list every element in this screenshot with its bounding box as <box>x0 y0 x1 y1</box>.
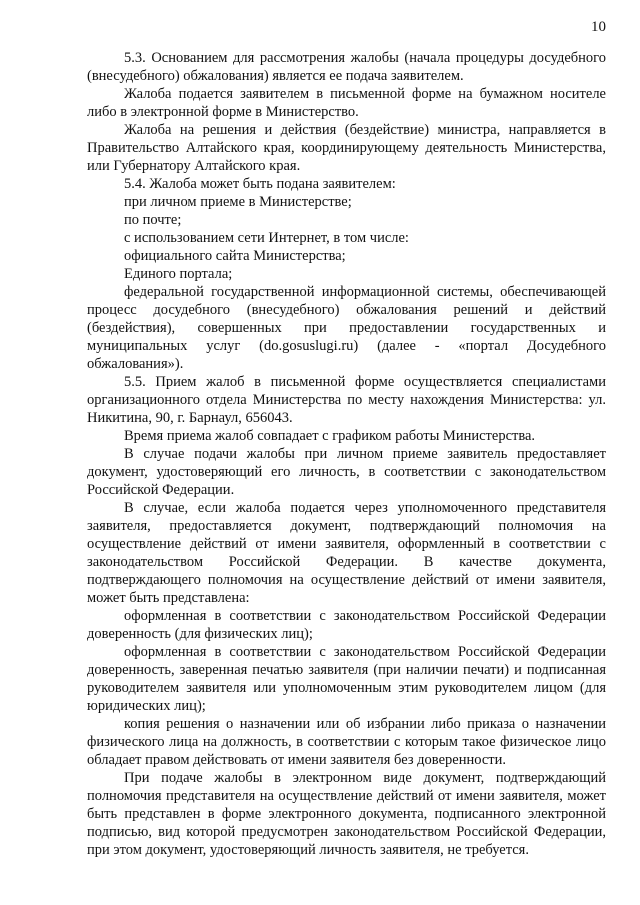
list-item: оформленная в соответствии с законодательством Российской Федерации доверенность (для физических лиц); <box>87 608 606 642</box>
page-number: 10 <box>591 19 606 35</box>
paragraph-5-4: 5.4. Жалоба может быть подана заявителем: <box>124 176 396 192</box>
paragraph-5-3: 5.3. Основанием для рассмотрения жалобы (начала процедуры досудебного (внесудебного) обжалования) является ее подача заявителем. <box>87 50 606 84</box>
paragraph: Жалоба на решения и действия (бездействие) министра, направляется в Правительство Алтайского края, координирующему деятельность Министерства, или Губернатору Алтайского края. <box>87 122 606 174</box>
list-item: по почте; <box>124 212 182 228</box>
paragraph-5-5: 5.5. Прием жалоб в письменной форме осуществляется специалистами организационного отдела Министерства по месту нахождения Министерства: ул. Никитина, 90, г. Барнаул, 656043. <box>87 374 606 426</box>
paragraph: В случае подачи жалобы при личном приеме заявитель предоставляет документ, удостоверяющий его личность, в соответствии с законодательством Российской Федерации. <box>87 446 606 498</box>
list-item: Единого портала; <box>124 266 233 282</box>
paragraph: Время приема жалоб совпадает с графиком работы Министерства. <box>124 428 536 444</box>
list-item: федеральной государственной информационной системы, обеспечивающей процесс досудебного (внесудебного) обжалования решений и действий (бездействия), совершенных при предоставлении государственных и муниципальных услуг (do.gosuslugi.ru) (далее - «портал Досудебного обжалования»). <box>87 284 606 372</box>
paragraph: При подаче жалобы в электронном виде документ, подтверждающий полномочия представителя на осуществление действий от имени заявителя, может быть представлен в форме электронного документа, подписанного электронной подписью, вид которой предусмотрен законодательством Российской Федерации, при этом документ, удостоверяющий личность заявителя, не требуется. <box>87 770 606 858</box>
list-item: оформленная в соответствии с законодательством Российской Федерации доверенность, заверенная печатью заявителя (при наличии печати) и подписанная руководителем заявителя или уполномоченным этим руководителем лицом (для юридических лиц); <box>87 644 606 714</box>
list-item: с использованием сети Интернет, в том числе: <box>124 230 409 246</box>
list-item: официального сайта Министерства; <box>124 248 346 264</box>
paragraph: В случае, если жалоба подается через уполномоченного представителя заявителя, предоставляется документ, подтверждающий полномочия на осуществление действий от имени заявителя, оформленный в соответствии с законодательством Российской Федерации. В качестве документа, подтверждающего полномочия на осуществление действий от имени заявителя, может быть представлена: <box>87 500 606 606</box>
document-body <box>87 49 606 859</box>
list-item: при личном приеме в Министерстве; <box>124 194 352 210</box>
paragraph: Жалоба подается заявителем в письменной форме на бумажном носителе либо в электронной форме в Министерство. <box>87 86 606 120</box>
list-item: копия решения о назначении или об избрании либо приказа о назначении физического лица на должность, в соответствии с которым такое физическое лицо обладает правом действовать от имени заявителя без доверенности. <box>87 716 606 768</box>
